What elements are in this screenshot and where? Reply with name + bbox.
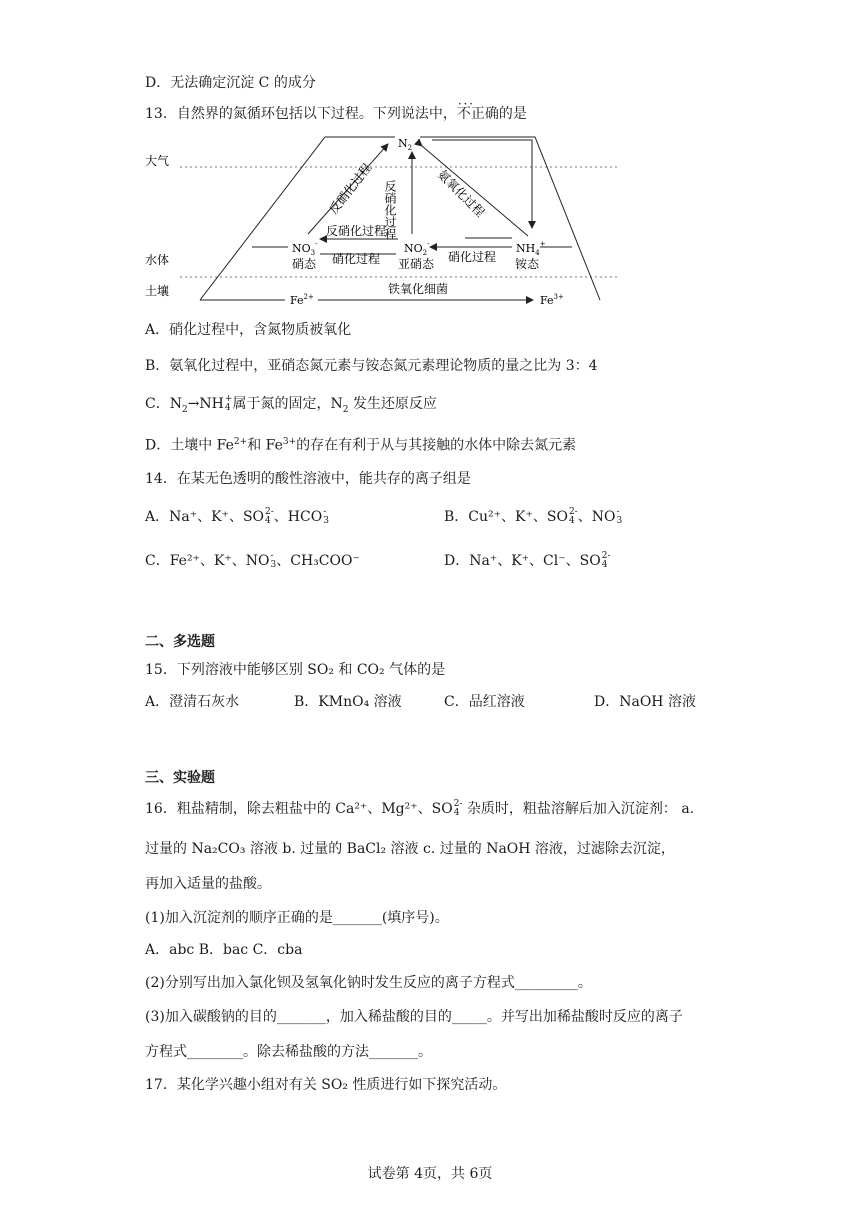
no3-state-label: 硝态 — [292, 257, 317, 271]
q13-c-part3: 属于氮的固定，N — [232, 396, 343, 412]
q16-sub1: (1)加入沉淀剂的顺序正确的是_______(填序号)。 — [145, 910, 449, 926]
q13-c-part4: 发生还原反应 — [352, 396, 437, 412]
section-experiment: 三、实验题 — [145, 770, 215, 786]
q13-option-d: D．土壤中 $Fe^{2+}$和 $Fe^{3+}$的存在有利于从与其接触的水体中除去氮元素 — [145, 437, 577, 454]
q15-option-b: B．KMnO₄ 溶液 — [294, 694, 402, 710]
section-multiple-choice: 二、多选题 — [145, 634, 215, 650]
q16-stem-2: 过量的 Na₂CO₃ 溶液 b. 过量的 BaCl₂ 溶液 c. 过量的 NaOH 溶液，过滤除去沉淀， — [145, 841, 675, 857]
q13-c-part1: C．N — [145, 396, 182, 412]
q15-option-a: A．澄清石灰水 — [145, 694, 240, 710]
q13-option-a: A．硝化过程中，含氮物质被氧化 — [145, 322, 352, 338]
q13-emphasis: 不正确 — [456, 106, 499, 122]
no2-label: $NO_2^-$ — [404, 240, 430, 257]
q14-option-a: A．Na⁺、K⁺、SO 2- 4 、HCO - 3 — [145, 507, 329, 526]
q16-sub2: (2)分别写出加入氯化钡及氢氧化钠时发生反应的离子方程式_________。 — [145, 975, 592, 991]
q14-option-c: C．Fe²⁺、K⁺、NO - 3 、CH₃COO⁻ — [145, 551, 360, 570]
nh4-state-label: 铵态 — [515, 257, 540, 271]
q15-option-c: C．品红溶液 — [444, 694, 525, 710]
nitrogen-cycle-diagram — [140, 130, 660, 310]
q15-stem: 15．下列溶液中能够区别 SO₂ 和 CO₂ 气体的是 — [145, 662, 446, 678]
q13-d-part2: 和 Fe — [247, 437, 283, 454]
q13-option-b: B．氨氧化过程中，亚硝态氮元素与铵态氮元素理论物质的量之比为 3：4 — [145, 358, 598, 374]
no3-label: $NO_3^-$ — [292, 240, 318, 257]
denit-arrow-label: 反硝化过程 — [326, 224, 387, 238]
q12-option-d: D．无法确定沉淀 C 的成分 — [145, 75, 316, 91]
q15-option-d: D．NaOH 溶液 — [594, 694, 696, 710]
q14-b-part2: 、NO — [577, 509, 616, 525]
nh4-label: $NH_4^+$ — [516, 240, 546, 257]
q13-option-c: C．$N_2\to NH$ + 4 属于氮的固定，$N_2$ 发生还原反应 — [145, 394, 437, 415]
iron-bacteria-label: 铁氧化细菌 — [388, 282, 449, 296]
fe2-label: $Fe^{2+}$ — [290, 293, 314, 307]
zone-label-soil: 土壤 — [145, 284, 170, 298]
q16-sub3-a: (3)加入碳酸钠的目的_______，加入稀盐酸的目的_____。并写出加稀盐酸时反应的离子 — [145, 1009, 683, 1025]
denit-left-label: 反硝化过程 — [326, 160, 375, 217]
q13-stem — [145, 104, 527, 124]
q13-c-part2: →NH — [187, 396, 224, 412]
q16-part1: 16．粗盐精制，除去粗盐中的 Ca²⁺、Mg²⁺、SO — [145, 801, 453, 817]
q14-stem: 14．在某无色透明的酸性溶液中，能共存的离子组是 — [145, 471, 471, 487]
q14-option-b: B．Cu²⁺、K⁺、SO 2- 4 、NO - 3 — [444, 507, 623, 526]
q16-sub1-options: A．abc B．bac C．cba — [145, 942, 303, 958]
q14-d-part1: D．Na⁺、K⁺、Cl⁻、SO — [444, 553, 601, 569]
q14-b-part1: B．Cu²⁺、K⁺、SO — [444, 509, 568, 525]
q14-c-part1: C．Fe²⁺、K⁺、NO — [145, 553, 270, 569]
q16-stem-3: 再加入适量的盐酸。 — [145, 876, 271, 892]
q16-stem-1: 16．粗盐精制，除去粗盐中的 Ca²⁺、Mg²⁺、SO 2- 4 杂质时，粗盐溶解后加入沉淀剂： a. — [145, 799, 695, 818]
q14-c-part2: 、CH₃COO⁻ — [276, 553, 360, 569]
fe3-label: $Fe^{3+}$ — [540, 293, 564, 307]
emphasis-dots — [457, 104, 499, 124]
q17-stem: 17．某化学兴趣小组对有关 SO₂ 性质进行如下探究活动。 — [145, 1077, 507, 1093]
q13-d-part1: D．土壤中 Fe — [145, 437, 234, 454]
no2-state-label: 亚硝态 — [398, 257, 435, 271]
q14-a-part2: 、HCO — [273, 509, 323, 525]
q16-part2: 杂质时，粗盐溶解后加入沉淀剂： a. — [466, 801, 695, 817]
q14-a-part1: A．Na⁺、K⁺、SO — [145, 509, 265, 525]
q13-stem-end: 的是 — [498, 106, 527, 122]
q14-option-d: D．Na⁺、K⁺、Cl⁻、SO 2- 4 — [444, 551, 611, 570]
page-footer: 试卷第 4页，共 6页 — [367, 1166, 493, 1182]
q13-d-part3: 的存在有利于从与其接触的水体中除去氮元素 — [296, 437, 577, 454]
svg-text:反硝化过程: 反硝化过程 — [383, 180, 397, 240]
ammox-label: 氨氧化过程 — [434, 167, 488, 220]
zone-label-atmosphere: 大气 — [145, 154, 170, 168]
q16-sub3-b: 方程式________。除去稀盐酸的方法_______。 — [145, 1044, 432, 1060]
nit-right-label: 硝化过程 — [448, 250, 497, 264]
n2-label: $N_2$ — [398, 137, 413, 152]
zone-label-water: 水体 — [145, 253, 170, 267]
q13-stem-text: 13．自然界的氮循环包括以下过程。下列说法中， — [145, 106, 457, 122]
nit-left-label: 硝化过程 — [332, 252, 381, 266]
